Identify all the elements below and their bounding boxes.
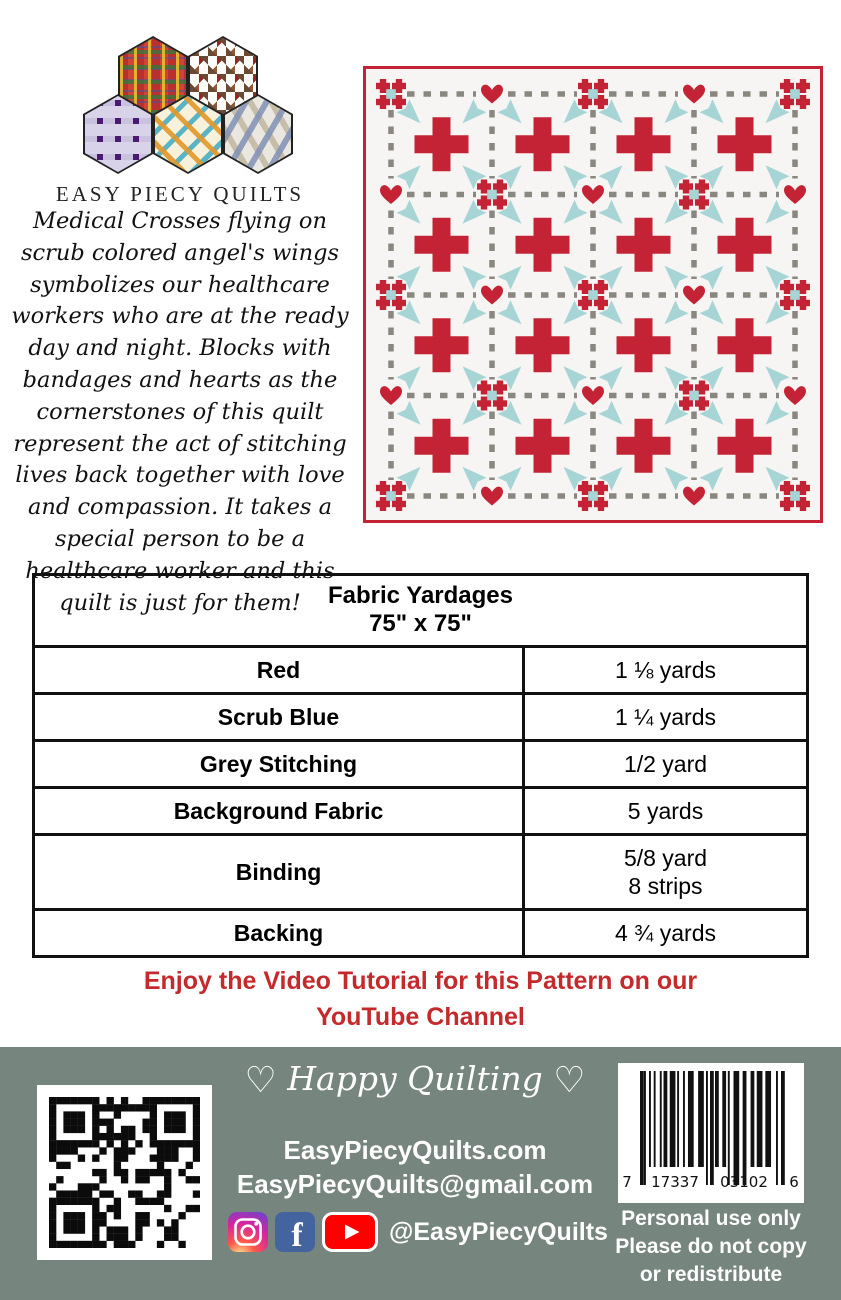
footer <box>0 1047 841 1300</box>
fabric-name: Red <box>35 648 525 692</box>
fabric-amount: 1 ⅛ yards <box>615 657 716 683</box>
svg-text:7: 7 <box>622 1173 632 1191</box>
upc-barcode <box>618 1063 804 1203</box>
fabric-name: Binding <box>35 836 525 908</box>
fabric-amount: 5 yards <box>627 798 704 824</box>
quilt-pattern-image <box>363 66 823 523</box>
svg-text:17337: 17337 <box>651 1173 699 1191</box>
pattern-description: Medical Crosses flying on scrub colored angel's wings symbolizes our healthcare workers who are at the ready day and night. Blocks with bandages and hearts as the cornerstones of this quilt represent the act of stitching lives back together with love and compassion. It takes a special person to be a healthcare worker and this quilt is just for them! <box>11 208 349 616</box>
svg-text:f: f <box>291 1217 303 1252</box>
tutorial-note-line1: Enjoy the Video Tutorial for this Pattern on our <box>143 967 698 995</box>
fabric-amount: 4 ¾ yards <box>615 920 716 946</box>
social-row <box>228 1212 628 1252</box>
fabric-yardages-table <box>32 573 809 958</box>
fabric-amount: 1 ¼ yards <box>615 704 716 730</box>
usage-line: Personal use only <box>621 1207 801 1230</box>
happy-quilting-tagline <box>215 1059 615 1101</box>
yardage-row <box>35 648 806 695</box>
svg-text:03102: 03102 <box>720 1173 768 1191</box>
qr-code <box>37 1085 212 1260</box>
fabric-name: Grey Stitching <box>35 742 525 786</box>
table-header <box>35 576 806 648</box>
fabric-name: Background Fabric <box>35 789 525 833</box>
youtube-icon[interactable] <box>322 1212 378 1252</box>
instagram-icon[interactable] <box>228 1212 268 1252</box>
yardage-row <box>35 836 806 911</box>
tutorial-note-line2: YouTube Channel <box>316 1003 525 1031</box>
tagline-text: Happy Quilting <box>287 1059 543 1098</box>
youtube-tutorial-note <box>0 963 841 1035</box>
usage-line: or redistribute <box>639 1263 783 1286</box>
yardage-row <box>35 695 806 742</box>
yardage-row <box>35 911 806 955</box>
yardage-row <box>35 789 806 836</box>
fabric-name: Backing <box>35 911 525 955</box>
usage-line: Please do not copy <box>615 1235 807 1258</box>
fabric-amount: 5/8 yard 8 strips <box>623 845 708 899</box>
svg-text:6: 6 <box>789 1173 799 1191</box>
qr-code-image <box>49 1097 200 1248</box>
heart-outline-icon: ♡ <box>244 1060 277 1101</box>
brand-name: EASY PIECY QUILTS <box>55 182 305 206</box>
usage-restriction-note <box>596 1205 826 1289</box>
email-link[interactable]: EasyPiecyQuilts@gmail.com <box>236 1169 594 1199</box>
fabric-amount: 1/2 yard <box>623 751 708 777</box>
yardage-row <box>35 742 806 789</box>
heart-outline-icon: ♡ <box>553 1060 586 1101</box>
easy-piecy-quilts-logo <box>60 36 310 206</box>
social-handle[interactable]: @EasyPiecyQuilts <box>389 1217 608 1246</box>
table-title: Fabric Yardages <box>328 582 513 609</box>
fabric-name: Scrub Blue <box>35 695 525 739</box>
table-subtitle-size: 75" x 75" <box>369 610 472 637</box>
facebook-icon[interactable] <box>275 1212 315 1252</box>
website-link[interactable]: EasyPiecyQuilts.com <box>283 1135 547 1165</box>
